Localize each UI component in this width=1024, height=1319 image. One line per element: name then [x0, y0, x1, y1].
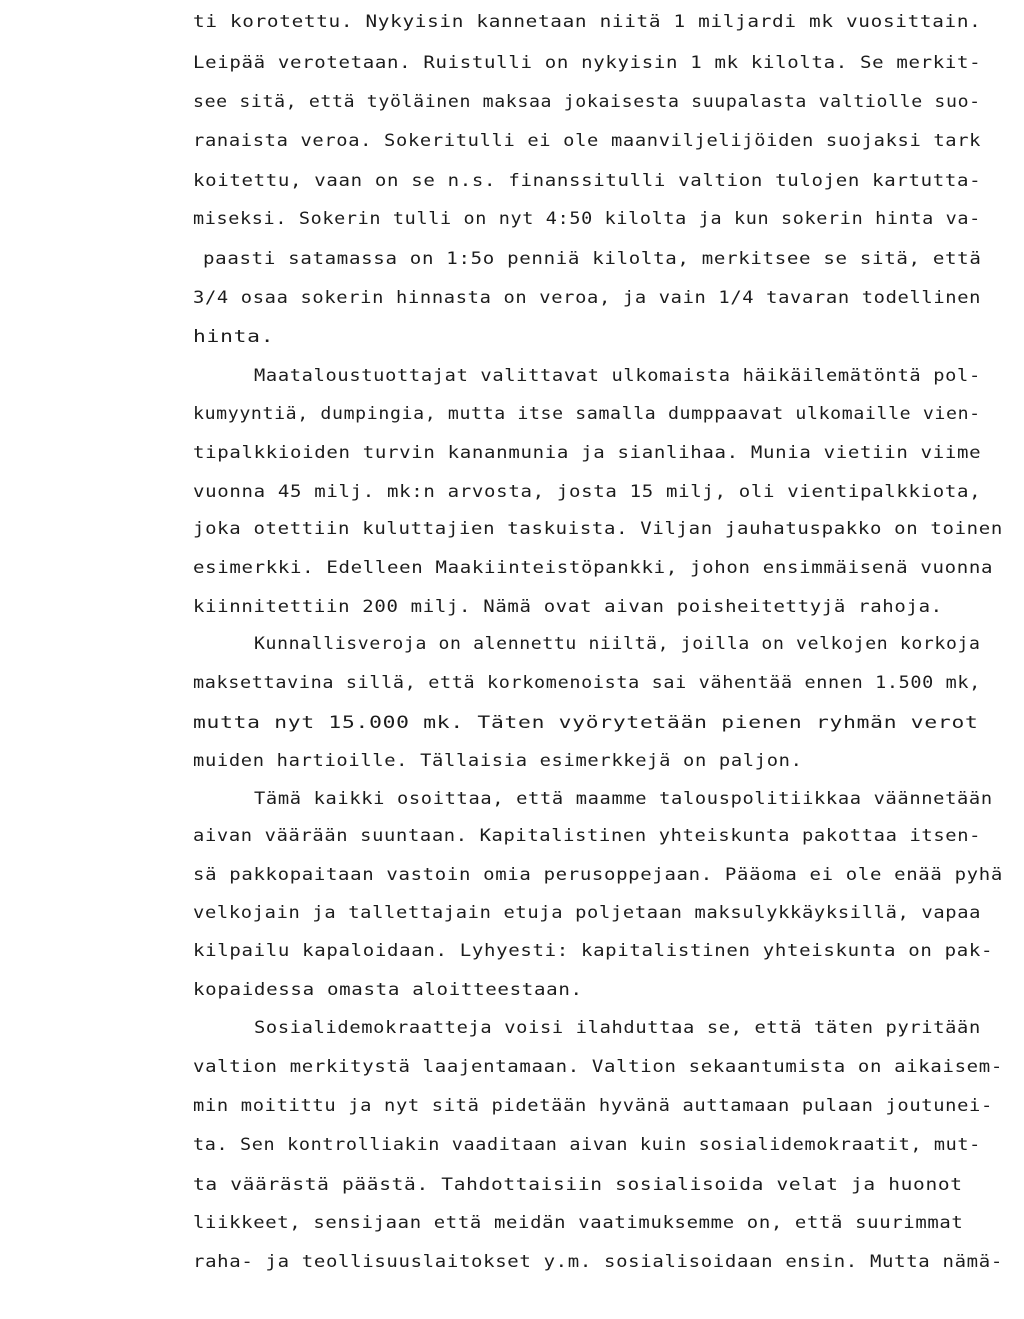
- text-line: Leipää verotetaan. Ruistulli on nykyisin 1 mk kilolta. Se merkit-: [193, 53, 982, 73]
- text-line: raha- ja teollisuuslaitokset y.m. sosialisoidaan ensin. Mutta nämä-: [193, 1252, 1003, 1272]
- text-line: min moitittu ja nyt sitä pidetään hyvänä auttamaan pulaan joutunei-: [193, 1096, 993, 1116]
- text-line: Maataloustuottajat valittavat ulkomaista häikäilemätöntä pol-: [254, 366, 981, 386]
- text-line: maksettavina sillä, että korkomenoista sai vähentää ennen 1.500 mk,: [193, 673, 981, 693]
- text-line: ta. Sen kontrolliakin vaaditaan aivan kuin sosialidemokraatit, mut-: [193, 1135, 981, 1155]
- text-line: kiinnitettiin 200 milj. Nämä ovat aivan poisheitettyjä rahoja.: [193, 597, 943, 617]
- text-line: valtion merkitystä laajentamaan. Valtion sekaantumista on aikaisem-: [193, 1057, 1003, 1077]
- text-line: paasti satamassa on 1:5o penniä kilolta, merkitsee se sitä, että: [203, 249, 982, 269]
- text-line: ti korotettu. Nykyisin kannetaan niitä 1 miljardi mk vuosittain.: [193, 12, 982, 32]
- text-line: 3/4 osaa sokerin hinnasta on veroa, ja vain 1/4 tavaran todellinen: [193, 288, 982, 308]
- text-line: kilpailu kapaloidaan. Lyhyesti: kapitalistinen yhteiskunta on pak-: [193, 941, 994, 961]
- text-line: kopaidessa omasta aloitteestaan.: [193, 980, 583, 1000]
- text-line: velkojain ja tallettajain etuja poljetaan maksulykkäyksillä, vapaa: [193, 903, 982, 923]
- text-line: liikkeet, sensijaan että meidän vaatimuksemme on, että suurimmat: [193, 1213, 964, 1233]
- text-line: joka otettiin kuluttajien taskuista. Viljan jauhatuspakko on toinen: [193, 519, 1003, 539]
- text-line: tipalkkioiden turvin kananmunia ja sianlihaa. Munia vietiin viime: [193, 443, 982, 463]
- text-line: koitettu, vaan on se n.s. finanssitulli valtion tulojen kartutta-: [193, 171, 982, 191]
- text-line: vuonna 45 milj. mk:n arvosta, josta 15 milj, oli vientipalkkiota,: [193, 482, 982, 502]
- text-line: miseksi. Sokerin tulli on nyt 4:50 kilolta ja kun sokerin hinta va-: [193, 209, 981, 229]
- text-line: aivan väärään suuntaan. Kapitalistinen yhteiskunta pakottaa itsen-: [193, 826, 982, 846]
- text-line: see sitä, että työläinen maksaa jokaisesta suupalasta valtiolle suo-: [193, 92, 981, 112]
- text-line: Tämä kaikki osoittaa, että maamme talouspolitiikkaa väännetään: [254, 789, 993, 809]
- text-line: muiden hartioille. Tällaisia esimerkkejä on paljon.: [193, 751, 803, 771]
- text-line: mutta nyt 15.000 mk. Täten vyörytetään pienen ryhmän verot: [193, 713, 979, 733]
- text-line: hinta.: [193, 327, 275, 347]
- text-line: sä pakkopaitaan vastoin omia perusoppejaan. Pääoma ei ole enää pyhä: [193, 865, 1003, 885]
- text-line: ta väärästä päästä. Tahdottaisiin sosialisoida velat ja huonot: [193, 1175, 963, 1195]
- text-line: ranaista veroa. Sokeritulli ei ole maanviljelijöiden suojaksi tark: [193, 131, 982, 151]
- text-line: kumyyntiä, dumpingia, mutta itse samalla dumppaavat ulkomaille vien-: [193, 404, 981, 424]
- text-line: esimerkki. Edelleen Maakiinteistöpankki, johon ensimmäisenä vuonna: [193, 558, 994, 578]
- text-line: Sosialidemokraatteja voisi ilahduttaa se, että täten pyritään: [254, 1018, 981, 1038]
- text-line: Kunnallisveroja on alennettu niiltä, joilla on velkojen korkoja: [254, 634, 981, 654]
